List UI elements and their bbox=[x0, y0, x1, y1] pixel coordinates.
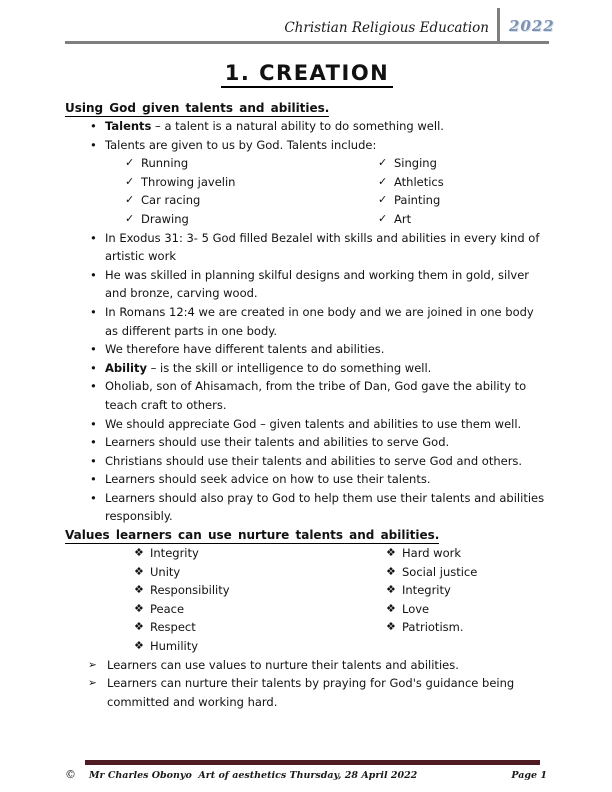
bullet-text: Learners should seek advice on how to use their talents. bbox=[105, 472, 431, 487]
value-text: Integrity bbox=[402, 583, 451, 598]
arrow-text: Learners can nurture their talents by praying for God's guidance being committed and working hard. bbox=[107, 676, 515, 709]
arrow-icon: ➢ bbox=[88, 658, 97, 671]
bullet-text: Talents are given to us by God. Talents include: bbox=[105, 137, 377, 152]
bullet-icon: • bbox=[90, 267, 97, 282]
list-item bbox=[125, 173, 378, 192]
value-text: Integrity bbox=[150, 546, 199, 561]
check-icon: ✓ bbox=[125, 156, 135, 170]
talents-checklist-col2 bbox=[378, 154, 444, 228]
value-text: Social justice bbox=[402, 564, 478, 579]
header-year-badge: 2022 bbox=[509, 17, 555, 35]
bullet-icon: • bbox=[90, 119, 97, 133]
bullet-lead: Ability bbox=[105, 360, 147, 375]
bullet-text: In Exodus 31: 3- 5 God filled Bezalel with skills and abilities in every kind of artistic work bbox=[105, 230, 540, 264]
bullet-text: Learners should also pray to God to help them use their talents and abilities responsibly. bbox=[105, 490, 545, 524]
arrow-icon: ➢ bbox=[88, 677, 97, 690]
footer-rule bbox=[85, 760, 540, 765]
bullet-lead: Talents bbox=[105, 119, 152, 133]
bullet-icon: • bbox=[90, 453, 97, 468]
diamond-icon: ❖ bbox=[134, 546, 144, 560]
value-text: Patriotism. bbox=[402, 620, 464, 635]
diamond-icon: ❖ bbox=[386, 546, 396, 560]
check-icon: ✓ bbox=[125, 193, 135, 207]
check-text: Drawing bbox=[141, 211, 189, 226]
bullet-icon: • bbox=[90, 360, 97, 375]
list-item bbox=[386, 563, 477, 582]
arrow-text: Learners can use values to nurture their talents and abilities. bbox=[107, 657, 459, 672]
list-item bbox=[65, 266, 549, 303]
bullet-icon: • bbox=[90, 416, 97, 431]
check-icon: ✓ bbox=[378, 156, 388, 170]
diamond-icon: ❖ bbox=[386, 601, 396, 615]
check-text: Art bbox=[394, 211, 412, 226]
diamond-icon: ❖ bbox=[134, 620, 144, 634]
list-item bbox=[378, 173, 444, 192]
bullet-text: He was skilled in planning skilful designs and working them in gold, silver and bronze, carving wood. bbox=[105, 267, 530, 301]
list-item bbox=[65, 415, 549, 434]
diamond-icon: ❖ bbox=[134, 601, 144, 615]
check-text: Athletics bbox=[394, 174, 444, 189]
diamond-icon: ❖ bbox=[386, 620, 396, 634]
section-heading-values: Values learners can use nurture talents and abilities. bbox=[65, 528, 440, 543]
check-text: Running bbox=[141, 156, 189, 171]
check-text: Painting bbox=[394, 193, 441, 208]
value-text: Hard work bbox=[402, 546, 462, 561]
bullet-icon: • bbox=[90, 304, 97, 319]
diamond-icon: ❖ bbox=[134, 583, 144, 597]
check-text: Car racing bbox=[141, 193, 201, 208]
list-item bbox=[125, 191, 378, 210]
list-item bbox=[134, 637, 386, 656]
bullet-text: – is the skill or intelligence to do something well. bbox=[146, 360, 432, 375]
bullet-icon: • bbox=[90, 137, 97, 152]
diamond-icon: ❖ bbox=[134, 639, 144, 653]
value-text: Humility bbox=[150, 639, 199, 654]
value-text: Unity bbox=[150, 564, 181, 579]
list-item bbox=[125, 210, 378, 229]
list-item bbox=[134, 544, 386, 563]
header-subject: Christian Religious Education bbox=[284, 20, 489, 36]
footer-page-number: Page 1 bbox=[511, 770, 547, 781]
list-item bbox=[65, 303, 549, 340]
bullet-text: We should appreciate God – given talents and abilities to use them well. bbox=[105, 416, 522, 431]
bullet-text: Christians should use their talents and abilities to serve God and others. bbox=[105, 453, 523, 468]
value-text: Responsibility bbox=[150, 583, 230, 598]
page-title: 1. CREATION bbox=[65, 61, 549, 85]
bullet-icon: • bbox=[90, 230, 97, 245]
copyright-icon: © bbox=[65, 768, 76, 781]
list-item bbox=[134, 618, 386, 637]
bullet-text: Learners should use their talents and abilities to serve God. bbox=[105, 435, 450, 450]
document-body bbox=[65, 44, 549, 711]
values-list-col1 bbox=[134, 544, 386, 656]
list-item bbox=[386, 600, 477, 619]
bullet-list-talents-notes bbox=[65, 229, 549, 527]
page-header bbox=[65, 0, 555, 44]
list-item bbox=[65, 229, 549, 266]
list-item bbox=[65, 489, 549, 526]
list-item bbox=[65, 470, 549, 489]
value-text: Love bbox=[402, 601, 430, 616]
page-footer bbox=[65, 768, 547, 781]
list-item bbox=[65, 656, 549, 675]
diamond-icon: ❖ bbox=[386, 564, 396, 578]
list-item bbox=[386, 618, 477, 637]
check-text: Singing bbox=[394, 156, 437, 171]
bullet-text: We therefore have different talents and abilities. bbox=[105, 342, 385, 357]
bullet-list-talents-intro bbox=[65, 117, 549, 154]
list-item bbox=[65, 452, 549, 471]
check-icon: ✓ bbox=[378, 174, 388, 188]
bullet-icon: • bbox=[90, 379, 97, 394]
list-item bbox=[134, 563, 386, 582]
list-item bbox=[65, 117, 549, 136]
section-heading-talents: Using God given talents and abilities. bbox=[65, 101, 330, 115]
check-icon: ✓ bbox=[378, 193, 388, 207]
value-text: Peace bbox=[150, 601, 185, 616]
check-icon: ✓ bbox=[125, 174, 135, 188]
talents-checklist-col1 bbox=[125, 154, 378, 228]
list-item bbox=[386, 544, 477, 563]
list-item bbox=[125, 154, 378, 173]
arrow-list bbox=[65, 656, 549, 712]
list-item bbox=[65, 377, 549, 414]
values-list bbox=[134, 544, 549, 656]
list-item bbox=[378, 154, 444, 173]
list-item bbox=[386, 581, 477, 600]
footer-author: Mr Charles Obonyo Art of aesthetics Thursday, 28 April 2022 bbox=[89, 770, 418, 781]
list-item bbox=[65, 359, 549, 378]
diamond-icon: ❖ bbox=[134, 564, 144, 578]
bullet-icon: • bbox=[90, 490, 97, 505]
list-item bbox=[378, 210, 444, 229]
talents-checklist bbox=[125, 154, 549, 228]
list-item bbox=[65, 674, 549, 711]
value-text: Respect bbox=[150, 620, 196, 635]
check-text: Throwing javelin bbox=[141, 174, 236, 189]
bullet-text: – a talent is a natural ability to do something well. bbox=[151, 119, 444, 133]
diamond-icon: ❖ bbox=[386, 583, 396, 597]
check-icon: ✓ bbox=[378, 211, 388, 225]
check-icon: ✓ bbox=[125, 211, 135, 225]
list-item bbox=[65, 136, 549, 155]
bullet-text: Oholiab, son of Ahisamach, from the tribe of Dan, God gave the ability to teach craft to others. bbox=[105, 379, 527, 412]
list-item bbox=[65, 433, 549, 452]
bullet-icon: • bbox=[90, 342, 97, 357]
values-list-col2 bbox=[386, 544, 477, 656]
list-item bbox=[134, 581, 386, 600]
list-item bbox=[134, 600, 386, 619]
list-item bbox=[378, 191, 444, 210]
bullet-icon: • bbox=[90, 435, 97, 450]
list-item bbox=[65, 340, 549, 359]
bullet-text: In Romans 12:4 we are created in one body and we are joined in one body as different parts in one body. bbox=[105, 304, 534, 338]
bullet-icon: • bbox=[90, 472, 97, 487]
